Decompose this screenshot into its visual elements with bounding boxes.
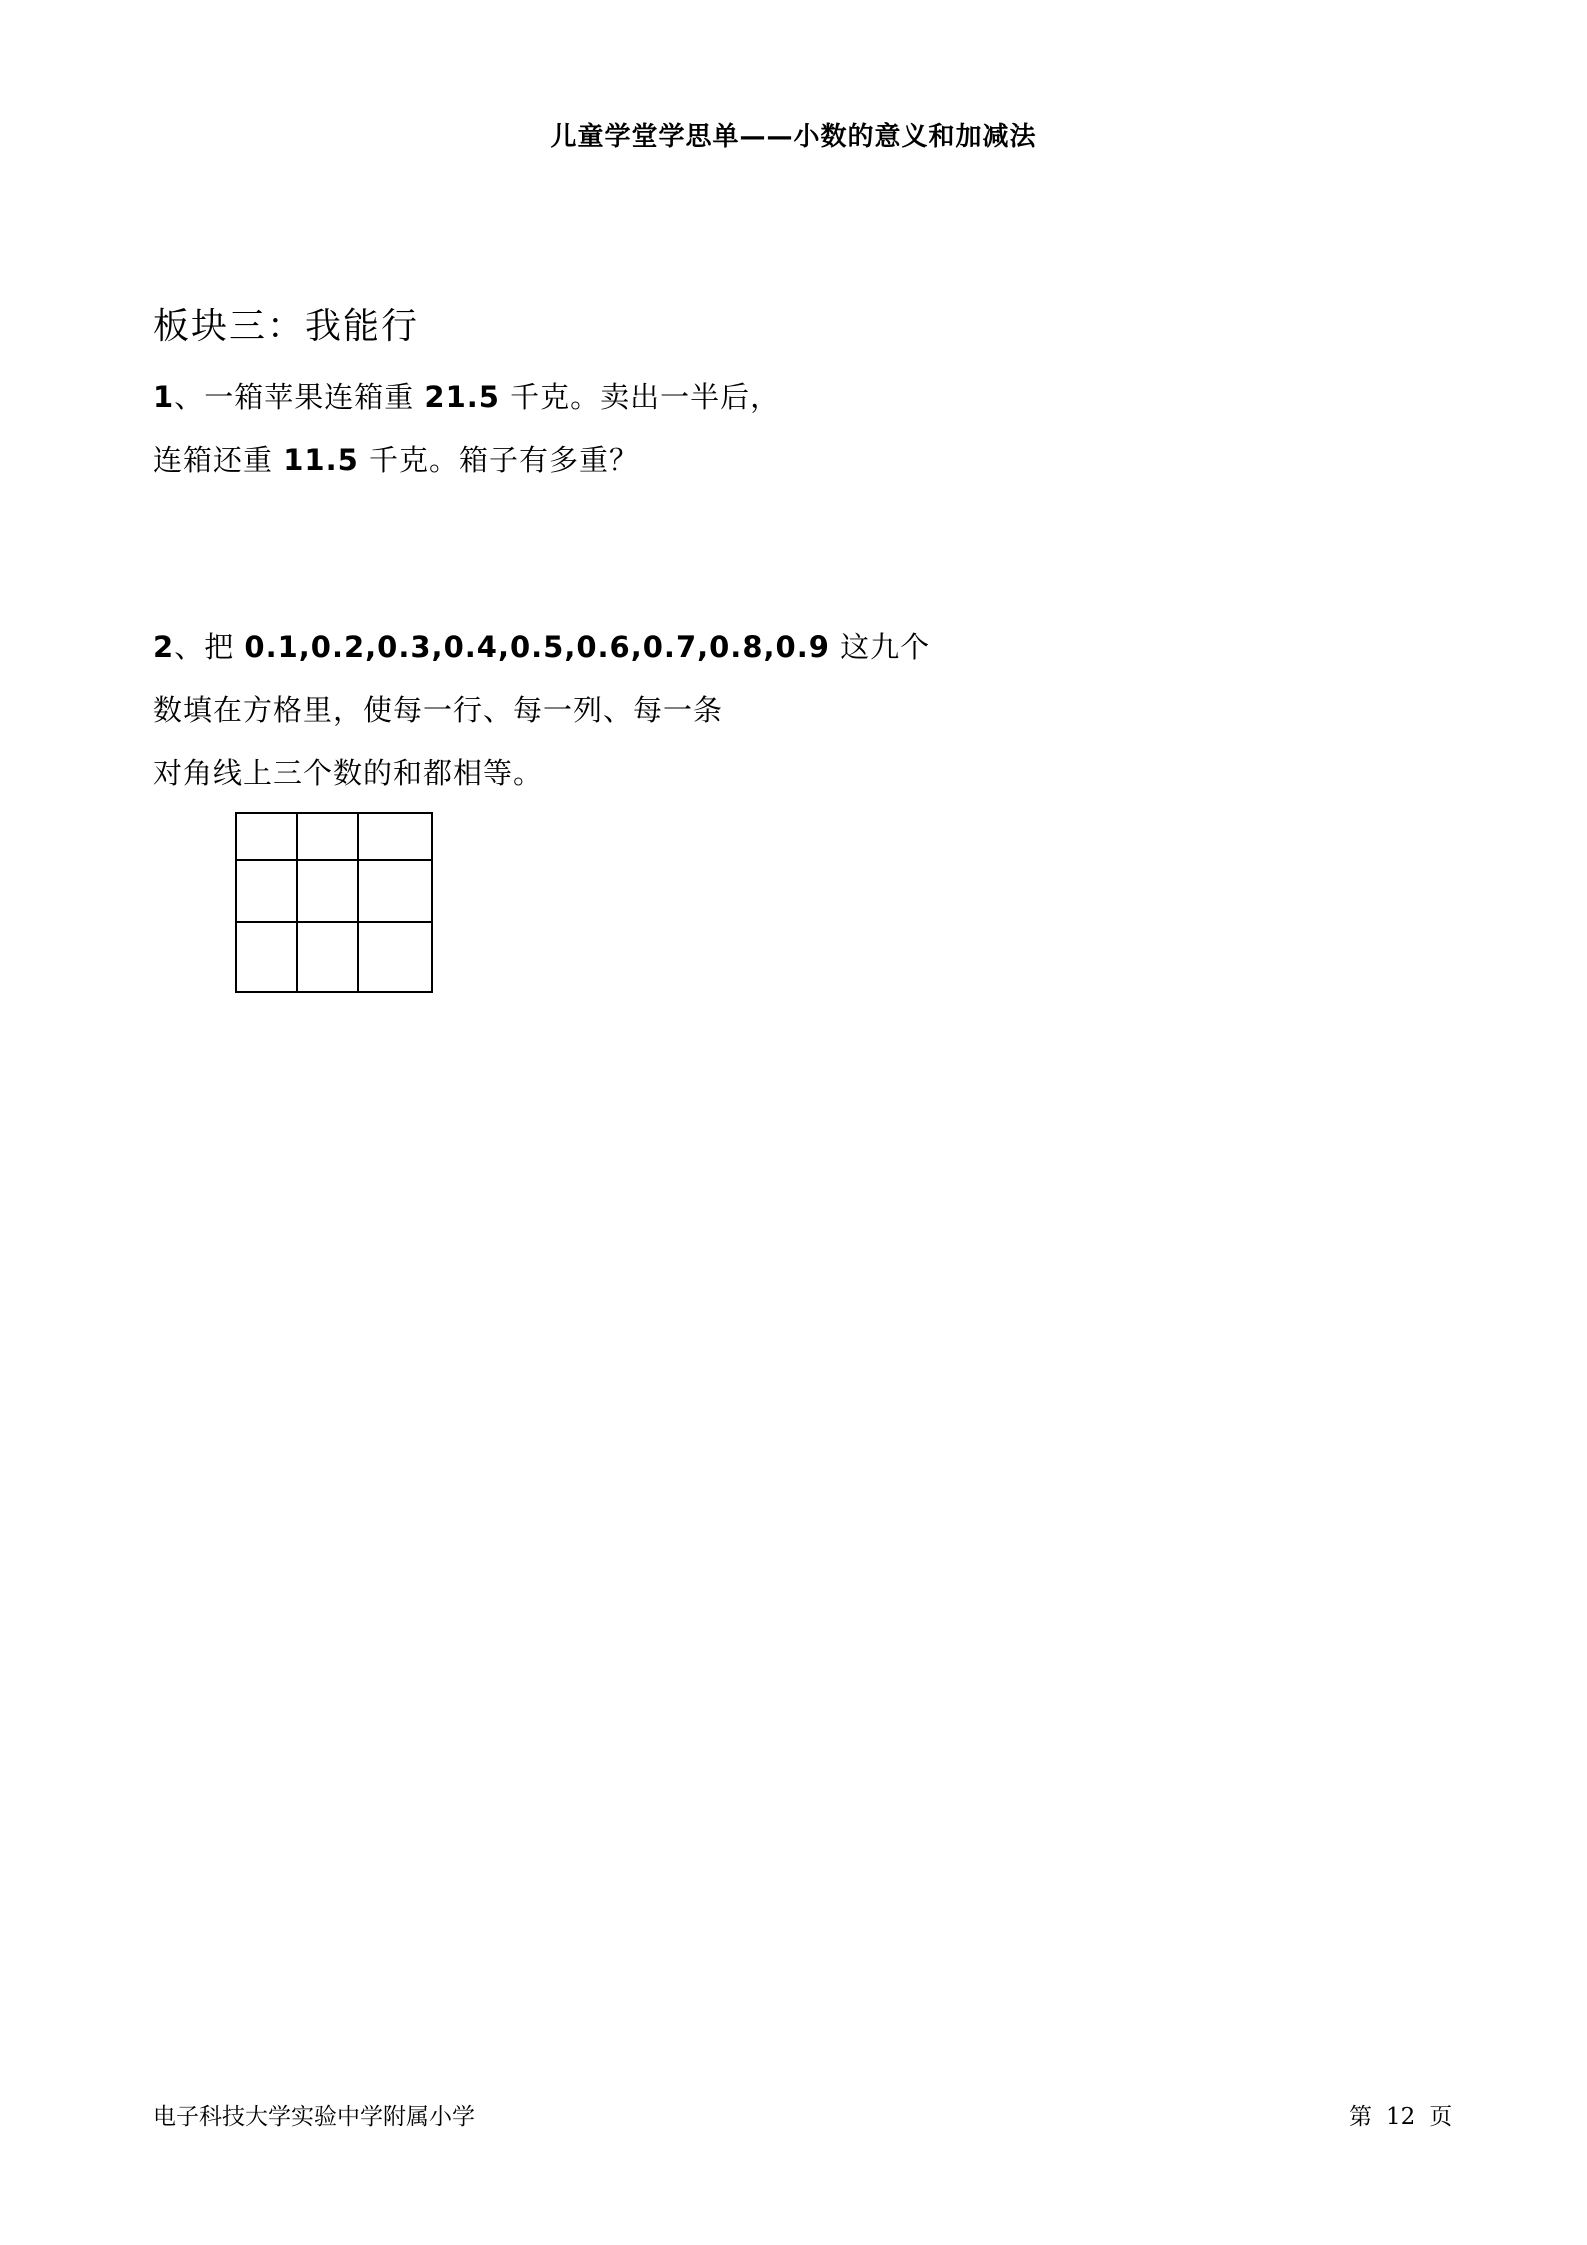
grid-cell[interactable] (359, 861, 431, 923)
question-value: 11.5 (283, 443, 359, 477)
footer-page-number (1349, 2098, 1452, 2131)
grid-cell[interactable] (237, 861, 298, 923)
question-number: 1 (153, 380, 175, 414)
page-prefix: 第 (1349, 2104, 1372, 2130)
question-text: 千克。箱子有多重？ (358, 443, 639, 477)
question-line: 数填在方格里，使每一行、每一列、每一条 (153, 693, 724, 727)
grid-cell[interactable] (237, 923, 298, 991)
question-1 (153, 366, 793, 492)
grid-cell[interactable] (359, 814, 431, 861)
footer-school-name: 电子科技大学实验中学附属小学 (153, 2104, 475, 2130)
section-heading: 板块三：我能行 (153, 306, 420, 347)
question-line: 对角线上三个数的和都相等。 (153, 756, 544, 790)
question-line (153, 616, 931, 679)
question-number: 2 (153, 630, 175, 664)
question-text: 、一箱苹果连箱重 (174, 380, 425, 414)
grid-cell[interactable] (237, 814, 298, 861)
question-text: 这九个 (829, 630, 931, 664)
grid-cell[interactable] (298, 923, 359, 991)
question-value: 21.5 (424, 380, 500, 414)
question-text: 千克。卖出一半后， (499, 380, 781, 414)
question-line (153, 366, 793, 429)
grid-cell[interactable] (298, 814, 359, 861)
question-text: 连箱还重 (153, 443, 284, 477)
question-text: 、把 (174, 630, 245, 664)
worksheet-title: 儿童学堂学思单——小数的意义和加减法 (550, 122, 1037, 152)
grid-cell[interactable] (359, 923, 431, 991)
question-value: 0.1,0.2,0.3,0.4,0.5,0.6,0.7,0.8,0.9 (244, 630, 830, 664)
page-suffix: 页 (1429, 2104, 1453, 2130)
page-number: 12 (1386, 2104, 1416, 2130)
grid-cell[interactable] (298, 861, 359, 923)
question-2 (153, 616, 931, 805)
magic-square-grid (235, 812, 433, 993)
question-line (153, 429, 793, 492)
